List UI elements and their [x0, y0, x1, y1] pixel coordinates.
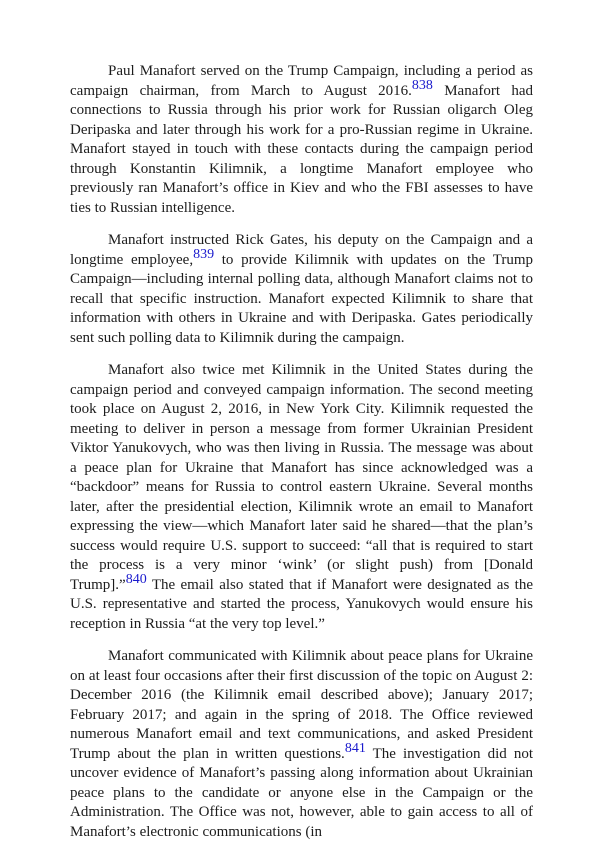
paragraph-manafort-campaign [70, 62, 533, 218]
footnote-ref-841[interactable]: 841 [344, 740, 366, 756]
paragraph-text: Manafort communicated with Kilimnik about peace plans for Ukraine on at least four occasions after their first discussion of the topic on August 2: December 2016 (the Kilimnik email described above); January 2017; February 2017; and again in the spring of 2018. The Office reviewed numerous Manafort email and text communications, and asked President Trump about the plan in written questions. [70, 648, 533, 762]
paragraph-text: Paul Manafort served on the Trump Campaign, including a period as campaign chairman, from March to August 2016. [70, 63, 533, 99]
paragraph-text: The investigation did not uncover evidence of Manafort’s passing along information about Ukrainian peace plans to the candidate or anyone else in the Campaign or the Administration. The Office was not, however, able to gain access to all of Manafort’s electronic communications (in [70, 745, 533, 840]
footnote-ref-840[interactable]: 840 [125, 571, 147, 587]
footnote-ref-838[interactable]: 838 [411, 77, 433, 93]
paragraph-kilimnik-meetings [70, 361, 533, 634]
paragraph-gates-instruction [70, 231, 533, 348]
paragraph-text: Manafort also twice met Kilimnik in the United States during the campaign period and conveyed campaign information. The second meeting took place on August 2, 2016, in New York City. Kilimnik requested the meeting to deliver in person a message from former Ukrainian President Viktor Yanukovych, who was then living in Russia. The message was about a peace plan for Ukraine that Manafort has since acknowledged was a “backdoor” means for Russia to control eastern Ukraine. Several months later, after the presidential election, Kilimnik wrote an email to Manafort expressing the view—which Manafort later said he shared—that the plan’s success would require U.S. support to succeed: “all that is required to start the process is a very minor ‘wink’ (or slight push) from [Donald Trump].” [70, 362, 533, 593]
paragraph-text: Manafort instructed Rick Gates, his deputy on the Campaign and a longtime employee, [70, 232, 533, 268]
paragraph-text: Manafort had connections to Russia through his prior work for Russian oligarch Oleg Deripaska and later through his work for a pro-Russian regime in Ukraine. Manafort stayed in touch with these contacts during the campaign period through Konstantin Kilimnik, a longtime Manafort employee who previously ran Manafort’s office in Kiev and who the FBI assesses to have ties to Russian intelligence. [70, 82, 533, 216]
paragraph-text: to provide Kilimnik with updates on the Trump Campaign—including internal polling data, although Manafort claims not to recall that specific instruction. Manafort expected Kilimnik to share that information with others in Ukraine and with Deripaska. Gates periodically sent such polling data to Kilimnik during the campaign. [70, 251, 534, 346]
paragraph-text: The email also stated that if Manafort were designated as the U.S. representative and started the process, Yanukovych would ensure his reception in Russia “at the very top level.” [70, 576, 533, 632]
footnote-ref-839[interactable]: 839 [193, 246, 215, 262]
paragraph-peace-plans [70, 647, 533, 842]
